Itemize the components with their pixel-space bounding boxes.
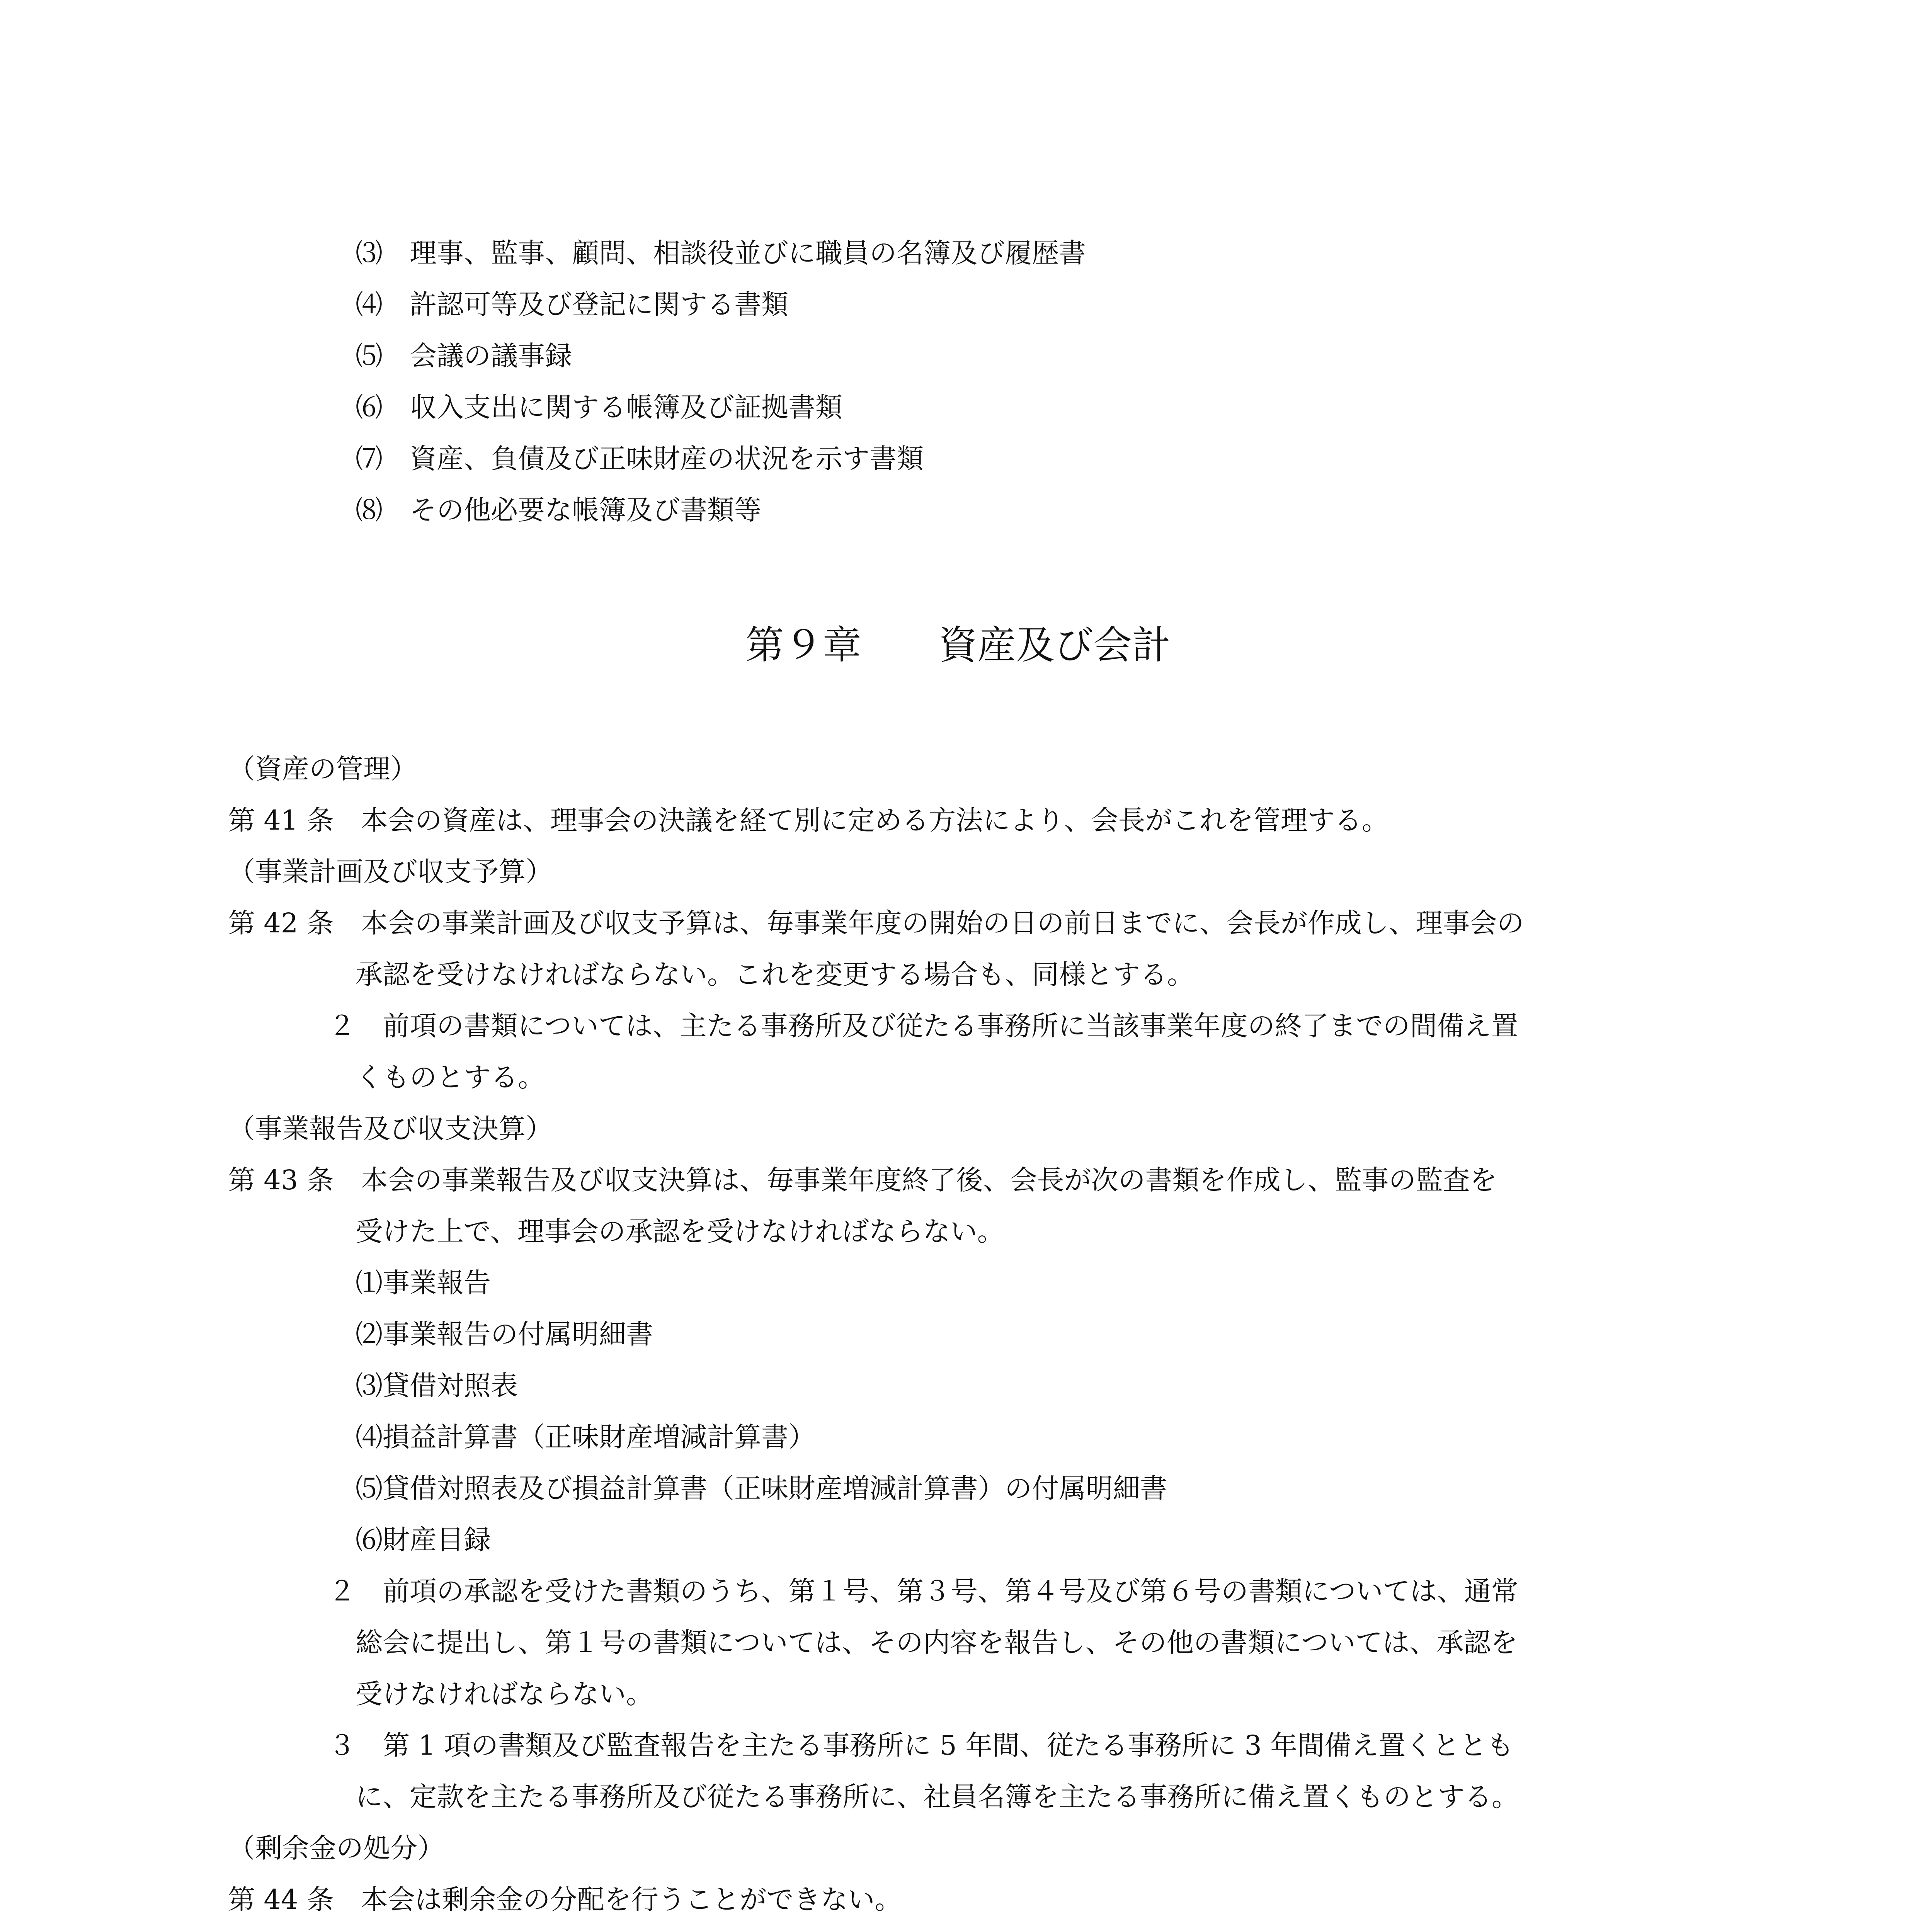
article-42-para-2-line-2: くものとする。 — [356, 1061, 545, 1093]
article-43-para-2-line-3: 受けなければならない。 — [356, 1678, 653, 1710]
article-42-line-1: 第 42 条 本会の事業計画及び収支予算は、毎事業年度の開始の日の前日までに、会長が作成し、理事会の — [228, 907, 1524, 939]
article-43-line-2: 受けた上で、理事会の承認を受けなければならない。 — [356, 1216, 1004, 1247]
article-41-text: 第 41 条 本会の資産は、理事会の決議を経て別に定める方法により、会長がこれを管理する。 — [228, 804, 1389, 836]
article-43-item-3: ⑶貸借対照表 — [356, 1370, 518, 1401]
article-43-caption: （事業報告及び収支決算） — [228, 1113, 553, 1145]
article-43-para-3-line-1: ３ 第 1 項の書類及び監査報告を主たる事務所に 5 年間、従たる事務所に 3 年間備え置くととも — [328, 1730, 1514, 1761]
article-42-para-2-line-1: ２ 前項の書類については、主たる事務所及び従たる事務所に当該事業年度の終了までの間備え置 — [328, 1010, 1518, 1042]
chapter-9-title: 第９章 資産及び会計 — [745, 622, 1171, 668]
list-item-7: ⑺ 資産、負債及び正味財産の状況を示す書類 — [356, 443, 924, 474]
article-43-item-4: ⑷損益計算書（正味財産増減計算書） — [356, 1421, 815, 1453]
article-43-item-1: ⑴事業報告 — [356, 1267, 491, 1299]
list-item-8: ⑻ その他必要な帳簿及び書類等 — [356, 494, 761, 526]
list-item-4: ⑷ 許認可等及び登記に関する書類 — [356, 289, 788, 320]
article-43-para-3-line-2: に、定款を主たる事務所及び従たる事務所に、社員名簿を主たる事務所に備え置くものとする。 — [356, 1781, 1519, 1813]
article-43-para-2-line-1: ２ 前項の承認を受けた書類のうち、第１号、第３号、第４号及び第６号の書類については、通常 — [328, 1575, 1518, 1607]
article-42-line-2: 承認を受けなければならない。これを変更する場合も、同様とする。 — [356, 959, 1194, 990]
article-43-item-5: ⑸貸借対照表及び損益計算書（正味財産増減計算書）の付属明細書 — [356, 1473, 1167, 1504]
article-43-item-2: ⑵事業報告の付属明細書 — [356, 1318, 653, 1350]
article-44-text: 第 44 条 本会は剰余金の分配を行うことができない。 — [228, 1884, 902, 1915]
article-42-caption: （事業計画及び収支予算） — [228, 856, 553, 888]
list-item-5: ⑸ 会議の議事録 — [356, 340, 572, 372]
list-item-3: ⑶ 理事、監事、顧問、相談役並びに職員の名簿及び履歴書 — [356, 237, 1086, 269]
article-44-caption: （剰余金の処分） — [228, 1832, 444, 1864]
list-item-6: ⑹ 収入支出に関する帳簿及び証拠書類 — [356, 391, 842, 423]
article-43-item-6: ⑹財産目録 — [356, 1524, 491, 1556]
article-41-caption: （資産の管理） — [228, 753, 417, 785]
article-43-para-2-line-2: 総会に提出し、第１号の書類については、その内容を報告し、その他の書類については、承認を — [356, 1627, 1518, 1658]
article-43-line-1: 第 43 条 本会の事業報告及び収支決算は、毎事業年度終了後、会長が次の書類を作成し、監事の監査を — [228, 1164, 1497, 1196]
